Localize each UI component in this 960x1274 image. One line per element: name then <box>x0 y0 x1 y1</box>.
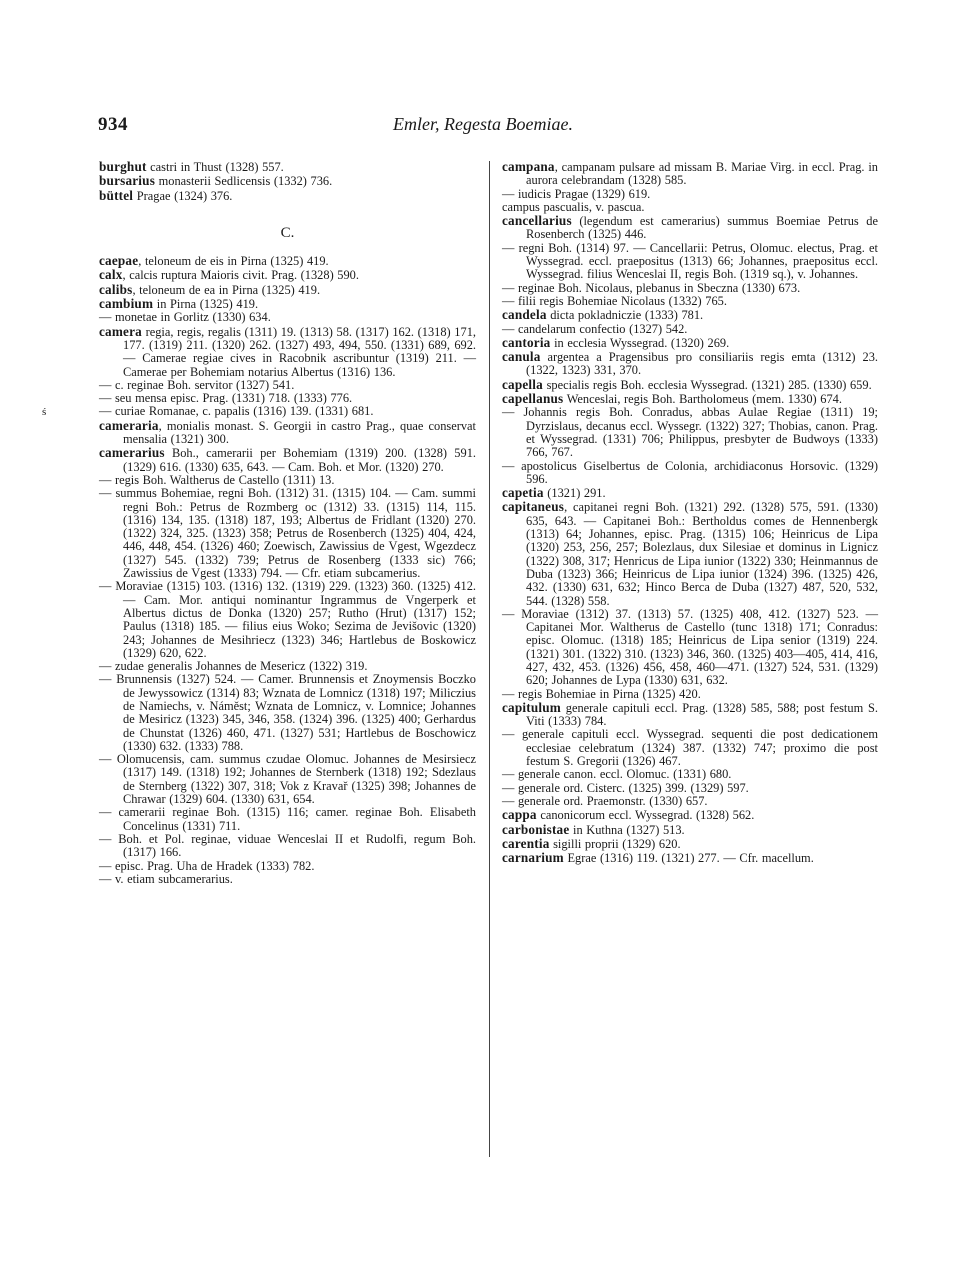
entry-text: in Pirna (1325) 419. <box>153 297 259 312</box>
entry-text: — Brunnensis (1327) 524. — Camer. Brunnensis et Znoymensis Boczko de Jewyssowicz (1314) 83; Wznata de Lomnicz (1318) 197; Miliczius de Namiechs, v. Náměst; Wznata de Lomnicz, v. Lomnice; Johannes de Mesiricz (1323) 345, 346, 358. (1324) 396. (1325) 400; Gerhardus de Chunstat (1326) 460, 471. (1327) 531; Hartlebus de Boschowicz (1330) 632. (1333) 788. <box>99 672 476 753</box>
index-entry <box>502 701 878 729</box>
entry-lemma: capella <box>502 376 543 392</box>
index-subentry <box>502 323 878 336</box>
entry-lemma: capetia <box>502 485 544 501</box>
index-entry <box>99 325 476 379</box>
index-entry <box>99 283 476 297</box>
entry-lemma: carnarium <box>502 850 564 866</box>
entry-text: — filii regis Bohemiae Nicolaus (1332) 765. <box>502 293 727 308</box>
index-subentry <box>99 379 476 392</box>
index-subentry <box>502 795 878 808</box>
index-subentry <box>502 608 878 688</box>
index-entry <box>99 297 476 311</box>
entry-text: regia, regis, regalis (1311) 19. (1313) 58. (1317) 162. (1318) 171, 177. (1319) 211. (1320) 262. (1327) 493, 494, 550. (1331) 689, 692. — Camerae regiae cives in Racobnik ascribuntur (1319) 211. — Camerae per Bohemiam notarius Albertus (1316) 136. <box>123 324 476 379</box>
index-entry <box>99 254 476 268</box>
running-title: Emler, Regesta Boemiae. <box>393 114 573 134</box>
entry-text: — candelarum confectio (1327) 542. <box>502 321 688 336</box>
index-subentry <box>502 201 878 214</box>
left-column <box>99 160 476 886</box>
entry-text: — Olomucensis, cam. summus czudae Olomuc. Johannes de Mesirsiecz (1317) 149. (1318) 192; Johannes de Sternberk (1318) 192; Sdezlaus de Sternberg (1322) 307, 318; Vok z Kravař (1325) 398; Johannes de Chrawar (1329) 604. (1330) 631, 654. <box>99 752 476 807</box>
index-subentry <box>99 660 476 673</box>
entry-lemma: cappa <box>502 807 537 823</box>
index-entry <box>502 837 878 851</box>
entry-text: generale capituli eccl. Prag. (1328) 585, 588; post festum S. Viti (1333) 784. <box>526 700 878 729</box>
right-entries <box>502 160 878 865</box>
entry-text: — generale ord. Cisterc. (1325) 399. (1329) 597. <box>502 780 749 795</box>
entry-text: , campanam pulsare ad missam B. Mariae Virg. in eccl. Prag. in aurora celebrandam (1328) 585. <box>526 160 878 188</box>
index-entry <box>99 446 476 474</box>
entry-text: , calcis ruptura Maioris civit. Prag. (1328) 590. <box>122 268 359 283</box>
entry-text: , monialis monast. S. Georgii in castro Prag., quae conservat mensalia (1321) 300. <box>123 418 476 447</box>
index-subentry <box>99 487 476 580</box>
entry-text: argentea a Pragensibus pro consiliariis regis emta (1312) 23. (1322, 1323) 331, 370. <box>526 350 878 378</box>
entry-lemma: carentia <box>502 835 550 851</box>
index-subentry <box>99 392 476 405</box>
entry-text: — curiae Romanae, c. papalis (1316) 139. (1331) 681. <box>99 404 374 419</box>
entry-text: — monetae in Gorlitz (1330) 634. <box>99 310 271 325</box>
entry-lemma: carbonistae <box>502 821 570 837</box>
entry-text: — apostolicus Giselbertus de Colonia, archidiaconus Horsovic. (1329) 596. <box>502 458 878 486</box>
entry-lemma: capitaneus <box>502 499 565 515</box>
entry-text: canonicorum eccl. Wyssegrad. (1328) 562. <box>536 808 755 823</box>
index-subentry <box>502 282 878 295</box>
index-entry <box>502 500 878 607</box>
entry-text: , teloneum de ea in Pirna (1325) 419. <box>132 282 321 297</box>
entry-lemma: cambium <box>99 296 154 312</box>
entry-lemma: camerarius <box>99 445 165 461</box>
index-entry <box>502 486 878 500</box>
entry-text: in ecclesia Wyssegrad. (1320) 269. <box>550 335 730 350</box>
index-subentry <box>99 405 476 418</box>
index-subentry <box>99 806 476 833</box>
entry-lemma: capitulum <box>502 699 561 715</box>
index-subentry <box>502 460 878 487</box>
letter-heading: C. <box>280 224 295 241</box>
index-subentry <box>99 833 476 860</box>
margin-mark: ś <box>42 406 47 418</box>
entry-text: Boh., camerarii per Bohemiam (1319) 200. (1328) 591. (1329) 616. (1330) 635, 643. — Cam. Boh. et Mor. (1320) 270. <box>123 446 476 474</box>
index-subentry <box>99 580 476 660</box>
entry-lemma: capellanus <box>502 391 564 407</box>
entry-text: — reginae Boh. Nicolaus, plebanus in Sbeczna (1330) 673. <box>502 280 801 295</box>
index-subentry <box>99 311 476 324</box>
entry-text: , capitanei regni Boh. (1321) 292. (1328) 575, 591. (1330) 635, 643. — Capitanei Boh.: Bertholdus comes de Hennenbergk (1313) 64; Johannes, episc. Prag. (1315) 106; Heinricus de Lipa (1320) 253, 256, 257; Bolezlaus, dux Silesiae et dominus in Lignicz (1322) 308, 317; Henricus de Lipa iunior (1322) 330; Heinmannus de Duba (1323) 366; Heinricus de Lipa iunior (1324) 396. (1325) 426, 432. (1330) 631, 632; Hinco Berca de Duba (1327) 487, 520, 532, 544. (1328) 558. <box>526 500 878 608</box>
entry-lemma: calibs <box>99 281 133 297</box>
entry-text: specialis regis Boh. ecclesia Wyssegrad. (1321) 285. (1330) 659. <box>542 377 872 392</box>
entry-text: , teloneum de eis in Pirna (1325) 419. <box>138 254 329 269</box>
entry-text: — episc. Prag. Uha de Hradek (1333) 782. <box>99 858 315 873</box>
index-subentry <box>99 873 476 886</box>
column-divider <box>489 161 490 1157</box>
entry-lemma: camera <box>99 323 142 339</box>
entry-lemma: campana <box>502 159 555 174</box>
index-entry <box>502 214 878 242</box>
index-subentry <box>502 768 878 781</box>
entry-text: — regis Bohemiae in Pirna (1325) 420. <box>502 686 701 701</box>
index-entry <box>502 160 878 188</box>
entry-text: monasterii Sedlicensis (1332) 736. <box>155 174 333 189</box>
index-entry <box>99 189 476 203</box>
entry-text: (1321) 291. <box>543 486 606 501</box>
entry-text: — regni Boh. (1314) 97. — Cancellarii: Petrus, Olomuc. electus, Prag. et Wyssegrad. eccl. praepositus (1313) 66; Johannes, praepositus eccl. Wyssegrad. filius Wenceslai II, regis Boh. (1319 sq.), v. Johannes. <box>502 240 878 282</box>
index-subentry <box>502 688 878 701</box>
index-entry <box>502 823 878 837</box>
entry-text: — iudicis Pragae (1329) 619. <box>502 186 651 201</box>
entry-text: — generale ord. Praemonstr. (1330) 657. <box>502 793 708 808</box>
index-entry <box>99 160 476 174</box>
index-subentry <box>502 728 878 768</box>
entry-text: in Kuthna (1327) 513. <box>569 822 685 837</box>
entry-lemma: büttel <box>99 187 134 203</box>
entry-lemma: cantoria <box>502 334 551 350</box>
index-subentry <box>99 860 476 873</box>
index-subentry <box>502 782 878 795</box>
entry-text: — zudae generalis Johannes de Mesericz (1322) 319. <box>99 659 368 674</box>
index-entry <box>502 392 878 406</box>
index-entry <box>502 378 878 392</box>
index-subentry <box>502 242 878 282</box>
entry-text: — Moraviae (1312) 37. (1313) 57. (1325) 408, 412. (1327) 523. — Capitanei Mor. Waltherus de Castello (tunc 1318) 171; Conradus: episc. Olomuc. (1318) 185; Heinricus de Lipa senior (1319) 224. (1321) 301. (1322) 310. (1323) 346, 360. (1325) 403—405, 414, 416, 427, 432, 453. (1326) 456, 458, 460—471. (1327) 524, 531. (1329) 620; Johannes de Lypa (1330) 631, 632. <box>502 606 878 688</box>
entry-lemma: canula <box>502 349 541 365</box>
entry-text: castri in Thust (1328) 557. <box>146 160 284 174</box>
entry-lemma: burghut <box>99 159 147 174</box>
entry-text: — generale canon. eccl. Olomuc. (1331) 680. <box>502 767 732 782</box>
entry-text: — seu mensa episc. Prag. (1331) 718. (1333) 776. <box>99 391 353 406</box>
index-subentry <box>99 474 476 487</box>
entry-lemma: calx <box>99 267 123 283</box>
entry-text: — Moraviae (1315) 103. (1316) 132. (1319) 229. (1323) 360. (1325) 412. — Cam. Mor. antiqui nominantur Ingrammus de Vngerperk et Albertus dictus de Donka (1320) 257; Rutho (Hrut) (1317) 152; Paulus (1318) 185. — filius eius Woko; Sezima de Jevišovic (1320) 243; Johannes de Mesihriecz (1323) 346; Hartlebus de Boskowicz (1329) 620, 622. <box>99 579 476 660</box>
page-number: 934 <box>98 114 128 135</box>
index-subentry <box>502 406 878 459</box>
entry-text: dicta pokladniczie (1333) 781. <box>546 308 704 323</box>
entry-lemma: caepae <box>99 253 139 269</box>
entry-text: campus pascualis, v. pascua. <box>502 199 645 214</box>
entry-text: sigilli proprii (1329) 620. <box>549 836 681 851</box>
index-entry <box>502 851 878 865</box>
index-entry <box>502 308 878 322</box>
entry-lemma: cancellarius <box>502 213 572 229</box>
left-entries-before-heading <box>99 160 476 203</box>
entry-text: Egrae (1316) 119. (1321) 277. — Cfr. macellum. <box>563 851 814 866</box>
entry-lemma: bursarius <box>99 173 156 189</box>
left-entries-after-heading <box>99 254 476 886</box>
entry-text: — c. reginae Boh. servitor (1327) 541. <box>99 377 295 392</box>
index-entry <box>502 808 878 822</box>
entry-text: — v. etiam subcamerarius. <box>99 871 233 886</box>
entry-text: (legendum est camerarius) summus Boemiae Petrus de Rosenberch (1325) 446. <box>526 214 878 242</box>
entry-text: — Johannis regis Boh. Conradus, abbas Aulae Regiae (1311) 19; Dyrzislaus, decanus eccl. Wyssegr. (1322) 327; Thobias, canon. Prag. et Wyssegrad. (1331) 706; Philippus, presbyter de Budwoys (1333) 766, 767. <box>502 405 878 460</box>
index-entry <box>502 336 878 350</box>
entry-text: — regis Boh. Waltherus de Castello (1311) 13. <box>99 472 335 487</box>
index-subentry <box>502 188 878 201</box>
entry-text: — summus Bohemiae, regni Boh. (1312) 31. (1315) 104. — Cam. summi regni Boh.: Petrus de Rozmberg oc (1312) 33. (1315) 114, 115. (1316) 134, 135. (1318) 187, 193; Albertus de Fridlant (1320) 270. (1322) 324, 325. (1323) 358; Petrus de Rosenberch (1325) 404, 424, 446, 448, 454. (1326) 460; Zoewisch, Zawissius de Vgest, Wgezdecz (1327) 545. (1332) 739; Petrus de Rosenberg (1333 sic) 766; Zawissius de Vgest (1333) 794. — Cfr. etiam subcamerius. <box>99 486 476 581</box>
index-subentry <box>99 673 476 753</box>
index-subentry <box>99 753 476 806</box>
right-column <box>502 160 878 865</box>
index-entry <box>99 268 476 282</box>
entry-text: — generale capituli eccl. Wyssegrad. sequenti die post dedicationem ecclesiae celebratum (1324) 387. (1332) 747; proximo die post festum S. Gregorii (1326) 467. <box>502 727 878 769</box>
entry-lemma: cameraria <box>99 417 159 433</box>
index-entry <box>99 419 476 447</box>
entry-text: Pragae (1324) 376. <box>133 188 233 203</box>
index-entry <box>502 350 878 378</box>
page-header <box>98 114 868 144</box>
entry-lemma: candela <box>502 307 547 323</box>
entry-text: Wenceslai, regis Boh. Bartholomeus (mem. 1330) 674. <box>563 392 842 407</box>
entry-text: — camerarii reginae Boh. (1315) 116; camer. reginae Boh. Elisabeth Concelinus (1331) 711. <box>99 805 476 833</box>
index-entry <box>99 174 476 188</box>
index-subentry <box>502 295 878 308</box>
entry-text: — Boh. et Pol. reginae, viduae Wenceslai II et Rudolfi, regum Boh. (1317) 166. <box>99 831 476 860</box>
